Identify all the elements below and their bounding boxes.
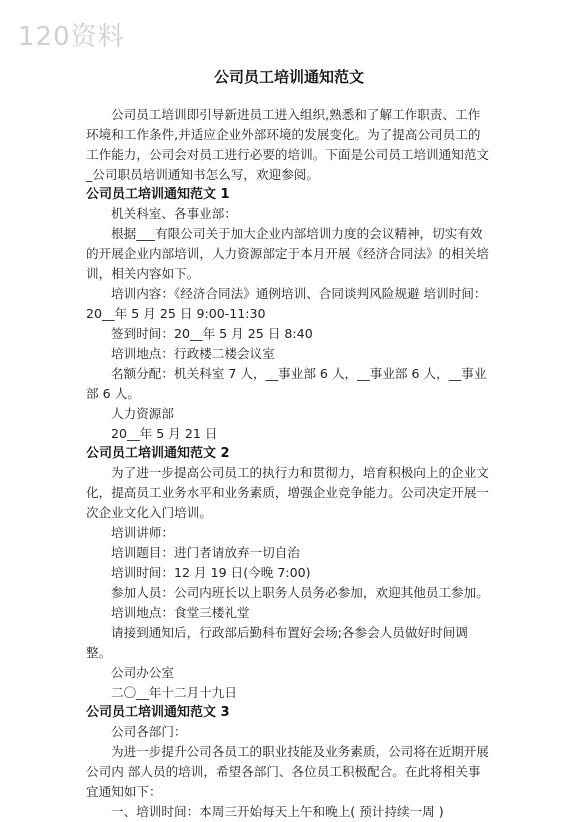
section-heading: 公司员工培训通知范文 3: [86, 705, 230, 720]
watermark: 120资料: [18, 22, 125, 52]
body-line: 公司各部门：: [111, 724, 187, 739]
body-line: 培训地点：行政楼二楼会议室: [111, 346, 275, 361]
body-line: 20__年 5 月 21 日: [111, 426, 218, 441]
intro-paragraph: 公司员工培训即引导新进员工进入组织,熟悉和了解工作职责、工作环境和工作条件,并适应企业外部环境的发展变化。为了提高公司员工的工作能力，公司会对员工进行必要的培训。下面是公司员工培训通知范文_公司职员培训通知书怎么写，欢迎参阅。: [86, 107, 489, 182]
body-line: 人力资源部: [111, 406, 174, 421]
body-line: 一、培训时间：本周三开始每天上午和晚上( 预计持续一周 ): [111, 804, 444, 819]
body-paragraph: 名额分配：机关科室 7 人，__事业部 6 人，__事业部 6 人，__事业部 6 人。: [86, 366, 487, 401]
body-line: 培训地点：食堂三楼礼堂: [111, 605, 250, 620]
body-paragraph: 为进一步提升公司各员工的职业技能及业务素质，公司将在近期开展公司内 部人员的培训，希望各部门、各位员工积极配合。在此将相关事宜通知如下：: [86, 744, 489, 799]
body-line: 二〇__年十二月十九日: [111, 685, 237, 700]
sections-container: [86, 185, 492, 822]
body-line: 培训题目：进门者请放弃一切自治: [111, 545, 300, 560]
body-line: 培训讲师：: [111, 525, 174, 540]
body-paragraph: 培训内容：《经济合同法》通例培训、合同谈判风险规避 培训时间：20__年 5 月 25 日 9:00-11:30: [86, 286, 487, 321]
body-paragraph: 请接到通知后，行政部后勤科布置好会场;各参会人员做好时间调整。: [86, 625, 468, 660]
document-body: [86, 66, 492, 822]
body-paragraph: 为了进一步提高公司员工的执行力和贯彻力，培育积极向上的企业文化，提高员工业务水平和业务素质，增强企业竞争能力。公司决定开展一 次企业文化入门培训。: [86, 465, 489, 520]
section-heading: 公司员工培训通知范文 1: [86, 187, 230, 202]
section-heading: 公司员工培训通知范文 2: [86, 446, 230, 461]
body-line: 签到时间：20__年 5 月 25 日 8:40: [111, 326, 313, 341]
body-line: 公司办公室: [111, 665, 174, 680]
body-line: 培训时间：12 月 19 日(今晚 7:00): [111, 565, 311, 580]
document-title: 公司员工培训通知范文: [213, 68, 364, 86]
body-line: 机关科室、各事业部：: [111, 206, 237, 221]
body-paragraph: 参加人员：公司内班长以上职务人员务必参加，欢迎其他员工参加。: [111, 585, 489, 600]
body-paragraph: 根据___有限公司关于加大企业内部培训力度的会议精神，切实有效的开展企业内部培训，人力资源部定于本月开展《经济合同法》的相关培训，相关内容如下。: [86, 226, 489, 281]
